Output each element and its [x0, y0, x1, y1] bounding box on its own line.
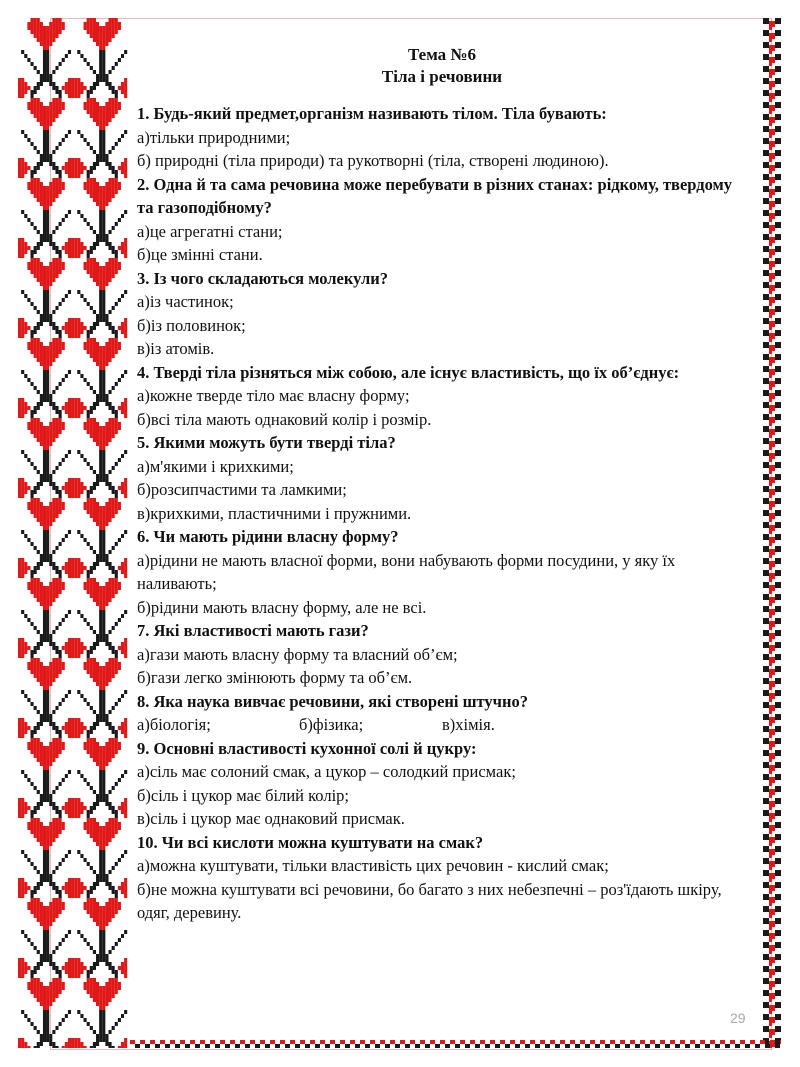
question-1: 1. Будь-який предмет,організм називають тілом. Тіла бувають:: [137, 104, 607, 123]
question-9: 9. Основні властивості кухонної солі й цукру:: [137, 738, 477, 758]
question-8: 8. Яка наука вивчає речовини, які створені штучно?: [137, 691, 528, 711]
answer-option: а)із частинок;: [137, 292, 234, 311]
answer-option: б)фізика;: [299, 715, 364, 734]
title-block: [137, 44, 747, 88]
answer-option: б)не можна куштувати всі речовини, бо багато з них небезпечні – роз'їдають шкіру, одяг, деревину.: [137, 879, 722, 922]
embroidery-ornament-left: [18, 18, 130, 1048]
topic-number: Тема №6: [407, 45, 477, 64]
answer-option: а)тільки природними;: [137, 127, 291, 147]
answer-option: в)хімія.: [442, 715, 495, 734]
answer-option: б) природні (тіла природи) та рукотворні (тіла, створені людиною).: [137, 151, 609, 170]
page-number: 29: [730, 1010, 746, 1026]
answer-row: [137, 713, 747, 737]
answer-option: б)всі тіла мають однаковий колір і розмір.: [137, 409, 432, 429]
question-6: 6. Чи мають рідини власну форму?: [137, 527, 399, 546]
answer-option: а)це агрегатні стани;: [137, 221, 283, 241]
answer-option: б)рідини мають власну форму, але не всі.: [137, 597, 427, 617]
answer-option: а)біологія;: [137, 715, 211, 734]
question-2: 2. Одна й та сама речовина може перебувати в різних станах: рідкому, твердому та газоподібному?: [137, 174, 733, 217]
answer-option: в)сіль і цукор має однаковий присмак.: [137, 809, 405, 828]
answer-option: б)розсипчастими та ламкими;: [137, 480, 347, 499]
document-content: [137, 44, 747, 925]
embroidery-border-bottom: [130, 1040, 781, 1048]
answer-option: а)м'якими і крихкими;: [137, 456, 294, 476]
answer-option: б)сіль і цукор має білий колір;: [137, 785, 349, 805]
answer-option: в)із атомів.: [137, 339, 215, 358]
answer-option: а)гази мають власну форму та власний об’єм;: [137, 644, 458, 664]
question-10: 10. Чи всі кислоти можна куштувати на смак?: [137, 832, 484, 852]
answer-option: а)можна куштувати, тільки властивість цих речовин - кислий смак;: [137, 856, 609, 875]
answer-option: а)кожне тверде тіло має власну форму;: [137, 386, 410, 405]
embroidery-ornament-right: [763, 18, 781, 1048]
answer-option: б)гази легко змінюють форму та об’єм.: [137, 668, 413, 687]
answer-option: а)сіль має солоний смак, а цукор – солодкий присмак;: [137, 762, 516, 781]
question-5: 5. Якими можуть бути тверді тіла?: [137, 433, 396, 452]
answer-option: б)це змінні стани.: [137, 245, 263, 264]
question-3: 3. Із чого складаються молекули?: [137, 268, 388, 288]
topic-title: Тіла і речовини: [381, 67, 503, 86]
answer-option: а)рідини не мають власної форми, вони набувають форми посудини, у яку їх наливають;: [137, 550, 676, 593]
answer-option: в)крихкими, пластичними і пружними.: [137, 503, 412, 523]
question-7: 7. Які властивості мають гази?: [137, 621, 369, 640]
question-4: 4. Тверді тіла різняться між собою, але існує властивість, що їх об’єднує:: [137, 362, 680, 382]
question-list: [137, 102, 747, 925]
answer-option: б)із половинок;: [137, 315, 246, 335]
